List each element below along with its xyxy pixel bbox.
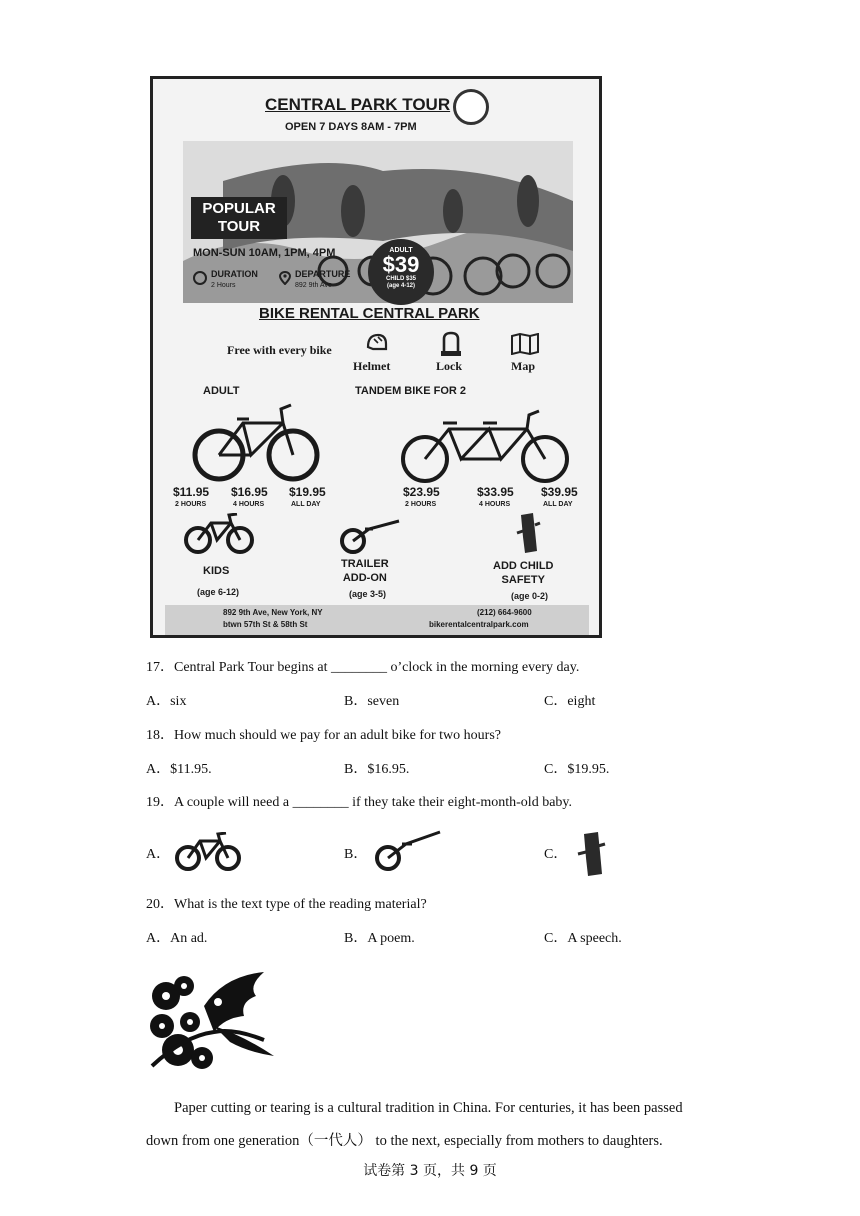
- departure-value: 892 9th Ave: [295, 282, 332, 289]
- q17-option-c: C．eight: [544, 694, 596, 709]
- adult-bike-icon: [191, 401, 321, 483]
- free-text: Free with every bike: [227, 343, 332, 357]
- tour-line: TOUR: [217, 218, 261, 235]
- q18-option-c: C．$19.95.: [544, 762, 610, 777]
- free-item-lock: Lock: [436, 359, 463, 373]
- q18-option-b: B．$16.95.: [344, 762, 410, 777]
- tandem-label-2h: 2 HOURS: [405, 501, 437, 508]
- lock-icon: [439, 331, 463, 357]
- question-20: 20．What is the text type of the reading material?: [146, 897, 427, 912]
- popular-line: POPULAR: [202, 200, 276, 217]
- child-seat-icon: [515, 511, 541, 555]
- q20-option-c: C．A speech.: [544, 931, 622, 946]
- address-line-1: 892 9th Ave, New York, NY: [223, 608, 323, 617]
- kids-bike-icon: [174, 832, 242, 872]
- adult-label-allday: ALL DAY: [291, 501, 321, 508]
- phone-number: (212) 664-9600: [477, 608, 532, 617]
- safety-line: SAFETY: [501, 574, 545, 586]
- adult-price-2h: $11.95: [173, 485, 210, 499]
- kids-age: (age 6-12): [197, 587, 240, 597]
- clock-icon: [193, 271, 207, 285]
- question-17: 17．Central Park Tour begins at ________ o’clock in the morning every day.: [146, 660, 580, 675]
- q17-option-a: A．six: [146, 694, 187, 709]
- map-icon: [511, 333, 539, 355]
- poster-hours: OPEN 7 DAYS 8AM - 7PM: [285, 121, 417, 133]
- adult-label-4h: 4 HOURS: [233, 501, 265, 508]
- trailer-label: [341, 557, 389, 585]
- q20-option-a: A．An ad.: [146, 931, 208, 946]
- tour-schedule: MON-SUN 10AM, 1PM, 4PM: [193, 247, 336, 259]
- kids-bike-icon: [183, 513, 255, 555]
- tandem-heading: TANDEM BIKE FOR 2: [355, 385, 467, 397]
- popular-tour-badge: [191, 197, 287, 239]
- question-19: 19．A couple will need a ________ if they take their eight-month-old baby.: [146, 795, 572, 810]
- tandem-price-4h: $33.95: [477, 485, 514, 499]
- q18-option-a: A．$11.95.: [146, 762, 212, 777]
- trailer-line: TRAILER: [341, 558, 389, 570]
- bike-rental-logo-icon: [453, 89, 489, 125]
- duration-value: 2 Hours: [211, 282, 236, 289]
- paper-cutting-bird-icon: [144, 966, 280, 1078]
- adult-price-4h: $16.95: [231, 485, 268, 499]
- tandem-label-4h: 4 HOURS: [479, 501, 511, 508]
- trailer-add-on-icon: [374, 824, 446, 874]
- passage-line-2: down from one generation（一代人） to the next, especially from mothers to daughters.: [146, 1133, 663, 1149]
- child-age: (age 4-12): [386, 283, 415, 289]
- adult-label-2h: 2 HOURS: [175, 501, 207, 508]
- page-footer: 试卷第 3 页，共 9 页: [363, 1163, 497, 1179]
- passage-line-1: Paper cutting or tearing is a cultural tradition in China. For centuries, it has been passed: [174, 1100, 683, 1116]
- q19-option-a: A．: [146, 847, 171, 862]
- add-child-line: ADD CHILD: [493, 560, 554, 572]
- rental-title: BIKE RENTAL CENTRAL PARK: [259, 305, 480, 322]
- q17-option-b: B．seven: [344, 694, 400, 709]
- adult-heading: ADULT: [203, 385, 240, 397]
- q19-option-c: C．: [544, 847, 568, 862]
- adult-label: ADULT: [389, 247, 413, 254]
- trailer-age: (age 3-5): [349, 589, 387, 599]
- departure-label: DEPARTURE: [295, 269, 351, 279]
- safety-age: (age 0-2): [511, 591, 549, 601]
- duration-label: DURATION: [211, 269, 258, 279]
- free-item-helmet: Helmet: [353, 359, 391, 373]
- price-badge: [368, 239, 434, 305]
- helmet-icon: [365, 331, 389, 355]
- trailer-add-on-icon: [339, 515, 405, 555]
- poster-title: CENTRAL PARK TOUR: [265, 95, 451, 114]
- location-pin-icon: [279, 271, 291, 285]
- tandem-price-allday: $39.95: [541, 485, 578, 499]
- kids-label: KIDS: [203, 565, 230, 577]
- address-line-2: btwn 57th St & 58th St: [223, 620, 308, 629]
- child-seat-icon: [576, 830, 606, 878]
- q19-option-b: B．: [344, 847, 368, 862]
- child-safety-label: [493, 559, 554, 587]
- child-price: CHILD $35: [385, 276, 416, 282]
- free-item-map: Map: [511, 359, 535, 373]
- adult-price-allday: $19.95: [289, 485, 326, 499]
- question-18: 18．How much should we pay for an adult bike for two hours?: [146, 728, 501, 743]
- tandem-price-2h: $23.95: [403, 485, 440, 499]
- tandem-label-allday: ALL DAY: [543, 501, 573, 508]
- poster-image: [150, 76, 602, 638]
- adult-price: $39: [382, 252, 420, 277]
- add-on-line: ADD-ON: [342, 572, 387, 584]
- q20-option-b: B．A poem.: [344, 931, 415, 946]
- tandem-bike-icon: [399, 405, 571, 485]
- website: bikerentalcentralpark.com: [429, 620, 529, 629]
